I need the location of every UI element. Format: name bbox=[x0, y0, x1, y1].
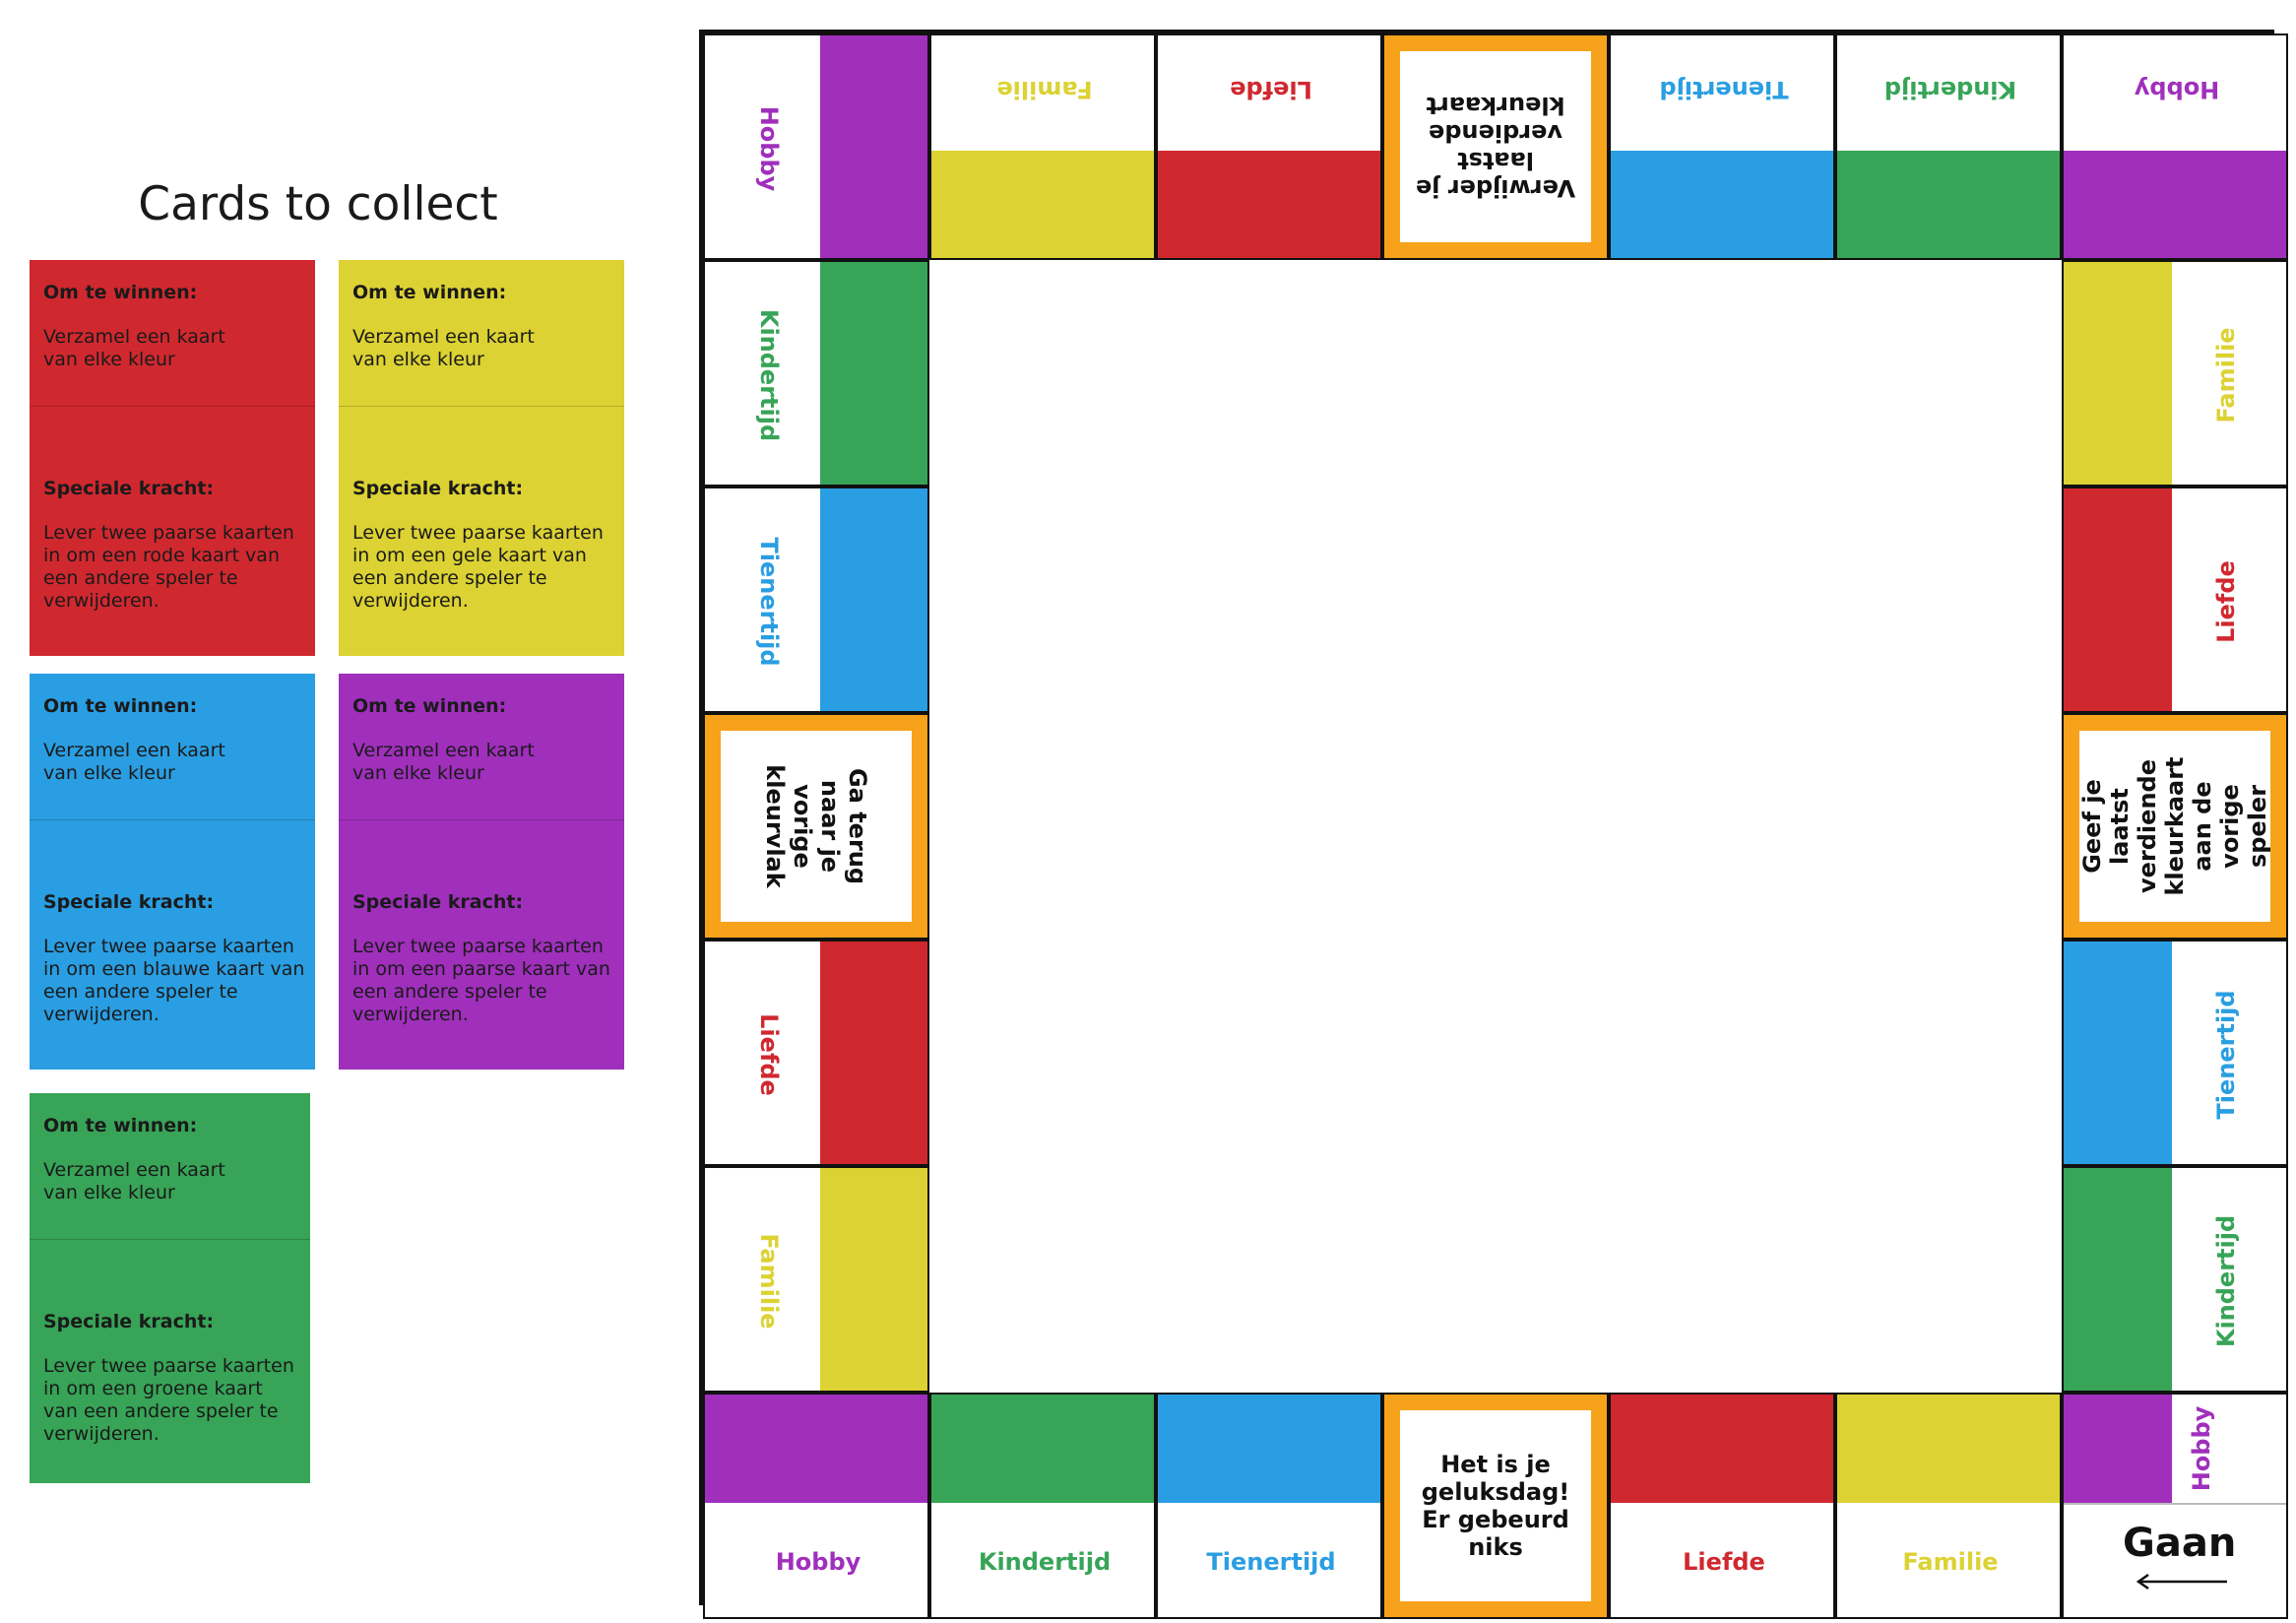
square-label: Tienertijd bbox=[755, 537, 783, 667]
game-board bbox=[699, 30, 2274, 1605]
card-power-heading: Speciale kracht: bbox=[352, 891, 524, 913]
special-square-bottom bbox=[1382, 1393, 1609, 1619]
square-label: Familie bbox=[996, 76, 1093, 103]
square-label: Familie bbox=[755, 1233, 783, 1330]
card-win-text: Verzamel een kaart van elke kleur bbox=[352, 326, 535, 370]
square-label: Kindertijd bbox=[2212, 1214, 2240, 1348]
square-label: Hobby bbox=[2134, 76, 2220, 103]
color-band bbox=[931, 1395, 1156, 1503]
square-kindertijd bbox=[929, 1393, 1156, 1619]
color-band bbox=[1837, 151, 2062, 259]
corner-divider bbox=[2064, 1503, 2288, 1505]
card-win-section bbox=[30, 260, 315, 406]
collect-card-blue bbox=[30, 674, 315, 1070]
square-label: Tienertijd bbox=[1659, 76, 1789, 103]
special-text: Het is je geluksdag! Er gebeurd niks bbox=[1421, 1451, 1570, 1561]
color-band bbox=[1158, 1395, 1382, 1503]
card-power-section bbox=[30, 819, 315, 1070]
card-power-heading: Speciale kracht: bbox=[43, 1311, 215, 1332]
color-band bbox=[1837, 1395, 2062, 1503]
square-label: Kindertijd bbox=[978, 1548, 1112, 1576]
card-win-text: Verzamel een kaart van elke kleur bbox=[352, 740, 535, 784]
start-label: Gaan bbox=[2123, 1521, 2237, 1566]
special-text: Verwijder je laatst verdiende kleurkaart bbox=[1415, 92, 1576, 202]
card-power-section bbox=[30, 1239, 310, 1483]
card-power-text: Lever twee paarse kaarten in om een rode kaart van een andere speler te verwijderen. bbox=[43, 522, 294, 612]
special-instruction bbox=[1400, 1410, 1591, 1601]
card-power-text: Lever twee paarse kaarten in om een paarse kaart van een andere speler te verwijderen. bbox=[352, 936, 610, 1025]
square-liefde bbox=[1156, 33, 1382, 260]
square-tienertijd bbox=[1609, 33, 1835, 260]
special-square-left bbox=[703, 713, 929, 940]
card-power-section bbox=[339, 819, 624, 1070]
card-win-heading: Om te winnen: bbox=[352, 695, 507, 717]
color-band bbox=[1611, 1395, 1835, 1503]
card-win-heading: Om te winnen: bbox=[43, 695, 198, 717]
square-tienertijd bbox=[1156, 1393, 1382, 1619]
card-power-heading: Speciale kracht: bbox=[352, 478, 524, 499]
card-win-text: Verzamel een kaart van elke kleur bbox=[43, 1159, 225, 1203]
card-power-text: Lever twee paarse kaarten in om een gele kaart van een andere speler te verwijderen. bbox=[352, 522, 604, 612]
card-win-text: Verzamel een kaart van elke kleur bbox=[43, 326, 225, 370]
square-label: Liefde bbox=[2212, 560, 2240, 643]
collect-card-yellow bbox=[339, 260, 624, 656]
arrow-left-icon bbox=[2133, 1572, 2231, 1591]
square-label: Liefde bbox=[755, 1013, 783, 1096]
color-band bbox=[2064, 151, 2288, 259]
color-band bbox=[1158, 151, 1382, 259]
square-liefde bbox=[1609, 1393, 1835, 1619]
card-power-section bbox=[30, 406, 315, 656]
card-power-section bbox=[339, 406, 624, 656]
square-label: Familie bbox=[2212, 327, 2240, 423]
card-win-section bbox=[339, 260, 624, 406]
special-instruction bbox=[1400, 51, 1591, 242]
square-label: Hobby bbox=[2188, 1405, 2215, 1492]
square-label: Kindertijd bbox=[755, 308, 783, 442]
square-liefde bbox=[703, 940, 929, 1166]
special-text: Ga terug naar je vorige kleurvlak bbox=[761, 764, 871, 888]
square-familie bbox=[1835, 1393, 2062, 1619]
card-power-text: Lever twee paarse kaarten in om een blauwe kaart van een andere speler te verwijderen. bbox=[43, 936, 305, 1025]
square-tienertijd bbox=[703, 487, 929, 713]
square-label: Liefde bbox=[1683, 1548, 1765, 1576]
square-label: Liefde bbox=[1230, 76, 1312, 103]
square-familie bbox=[929, 33, 1156, 260]
special-text: Geef je laatst verdiende kleurkaart aan de vorige speler bbox=[2078, 756, 2271, 896]
special-square-right bbox=[2062, 713, 2288, 940]
card-win-section bbox=[30, 674, 315, 819]
square-label: Hobby bbox=[775, 1548, 861, 1576]
card-power-heading: Speciale kracht: bbox=[43, 891, 215, 913]
special-instruction bbox=[2079, 731, 2270, 922]
square-hobby bbox=[703, 1393, 929, 1619]
card-win-heading: Om te winnen: bbox=[43, 282, 198, 303]
card-win-text: Verzamel een kaart van elke kleur bbox=[43, 740, 225, 784]
color-band bbox=[1611, 151, 1835, 259]
square-label: Familie bbox=[1902, 1548, 1999, 1576]
square-kindertijd bbox=[703, 260, 929, 487]
square-label: Hobby bbox=[755, 105, 783, 192]
card-win-heading: Om te winnen: bbox=[43, 1115, 198, 1136]
collect-card-green bbox=[30, 1093, 310, 1483]
collect-card-purple bbox=[339, 674, 624, 1070]
card-win-section bbox=[30, 1093, 310, 1239]
cards-to-collect-title: Cards to collect bbox=[138, 177, 498, 231]
square-label: Tienertijd bbox=[1206, 1548, 1336, 1576]
card-win-section bbox=[339, 674, 624, 819]
card-win-heading: Om te winnen: bbox=[352, 282, 507, 303]
square-label: Kindertijd bbox=[1883, 76, 2017, 103]
square-familie bbox=[703, 1166, 929, 1393]
special-square-top bbox=[1382, 33, 1609, 260]
color-band bbox=[931, 151, 1156, 259]
square-familie bbox=[2062, 260, 2288, 487]
square-kindertijd bbox=[1835, 33, 2062, 260]
card-power-heading: Speciale kracht: bbox=[43, 478, 215, 499]
start-square bbox=[2062, 1393, 2288, 1619]
color-band bbox=[705, 1395, 929, 1503]
square-tienertijd bbox=[2062, 940, 2288, 1166]
card-power-text: Lever twee paarse kaarten in om een groene kaart van een andere speler te verwijderen. bbox=[43, 1355, 294, 1445]
collect-card-red bbox=[30, 260, 315, 656]
special-instruction bbox=[721, 731, 912, 922]
square-kindertijd bbox=[2062, 1166, 2288, 1393]
square-label: Tienertijd bbox=[2212, 990, 2240, 1120]
square-hobby bbox=[703, 33, 929, 260]
square-liefde bbox=[2062, 487, 2288, 713]
square-hobby bbox=[2062, 33, 2288, 260]
